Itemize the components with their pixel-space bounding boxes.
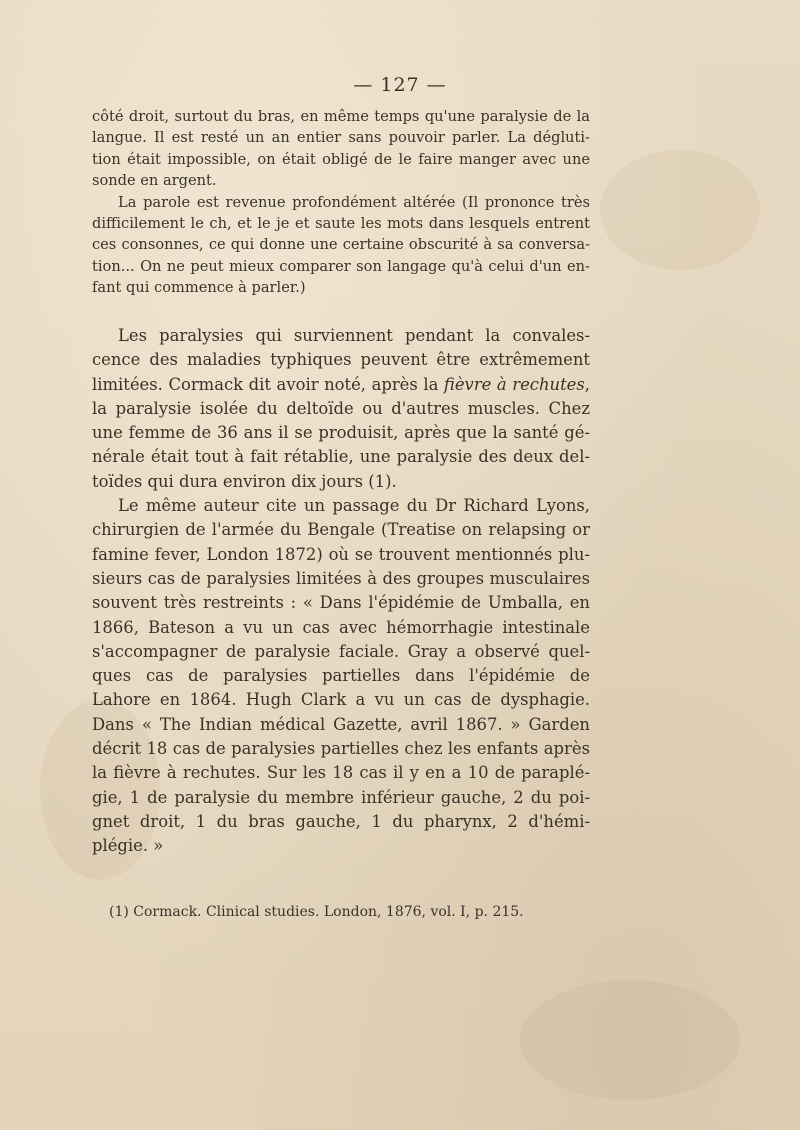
text-line: sieurs cas de paralysies limitées à des groupes musculaires [92,568,590,588]
text-line: s'accompagner de paralysie faciale. Gray a observé quel- [92,641,590,661]
paper-stain [600,150,760,270]
text-line: nérale était tout à fait rétablie, une paralysie des deux del- [92,447,590,467]
text-line: la paralysie isolée du deltoïde ou d'autres muscles. Chez [92,398,590,418]
text-line [92,373,590,397]
text-line: Le même auteur cite un passage du Dr Richard Lyons, [118,496,590,516]
text-line: fant qui commence à parler.) [92,279,306,297]
text-line: cence des maladies typhiques peuvent être extrêmement [92,350,590,370]
text-line: une femme de 36 ans il se produisit, après que la santé gé- [92,423,590,443]
text-line: famine fever, London 1872) où se trouvent mentionnés plu- [92,544,590,564]
text-line: côté droit, surtout du bras, en même temps qu'une paralysie de la [92,108,590,125]
text-line: La parole est revenue profondément altérée (Il prononce très [118,193,590,211]
text-line: Lahore en 1864. Hugh Clark a vu un cas de dysphagie. [92,690,590,710]
paper-stain [520,980,740,1100]
italic-phrase: fièvre à rechutes [443,374,585,394]
text-line: plégie. » [92,836,164,856]
text-line: tion... On ne peut mieux comparer son langage qu'à celui d'un en- [92,257,590,275]
page-number: — 127 — [353,74,447,96]
text-line: ques cas de paralysies partielles dans l'épidémie de [92,666,590,686]
body-text [92,324,590,859]
quoted-paragraph [92,106,590,299]
text-line: ces consonnes, ce qui donne une certaine obscurité à sa conversa- [92,236,590,254]
text-line: langue. Il est resté un an entier sans pouvoir parler. La dégluti- [92,129,590,147]
text-line: 1866, Bateson a vu un cas avec hémorrhagie intestinale [92,617,590,637]
text-line: Les paralysies qui surviennent pendant la convales- [118,326,590,345]
text-line: la fièvre à rechutes. Sur les 18 cas il y en a 10 de paraplé- [92,763,590,783]
text-line: décrit 18 cas de paralysies partielles chez les enfants après [92,739,590,759]
text-line: tion était impossible, on était obligé de le faire manger avec une [92,150,590,168]
text-segment: limitées. Cormack dit avoir noté, après la [92,374,444,394]
text-line: gnet droit, 1 du bras gauche, 1 du pharynx, 2 d'hémi- [92,811,590,831]
text-line: toïdes qui dura environ dix jours (1). [92,471,397,491]
text-line: chirurgien de l'armée du Bengale (Treatise on relapsing or [92,520,590,540]
text-line: souvent très restreints : « Dans l'épidémie de Umballa, en [92,593,590,613]
text-line: gie, 1 de paralysie du membre inférieur gauche, 2 du poi- [92,787,590,807]
footnote: (1) Cormack. Clinical studies. London, 1876, vol. I, p. 215. [109,904,524,920]
text-line: sonde en argent. [92,172,217,190]
text-line: difficilement le ch, et le je et saute les mots dans lesquels entrent [92,215,590,233]
text-line: Dans « The Indian médical Gazette, avril 1867. » Garden [92,714,590,734]
text-segment: , [584,374,590,394]
